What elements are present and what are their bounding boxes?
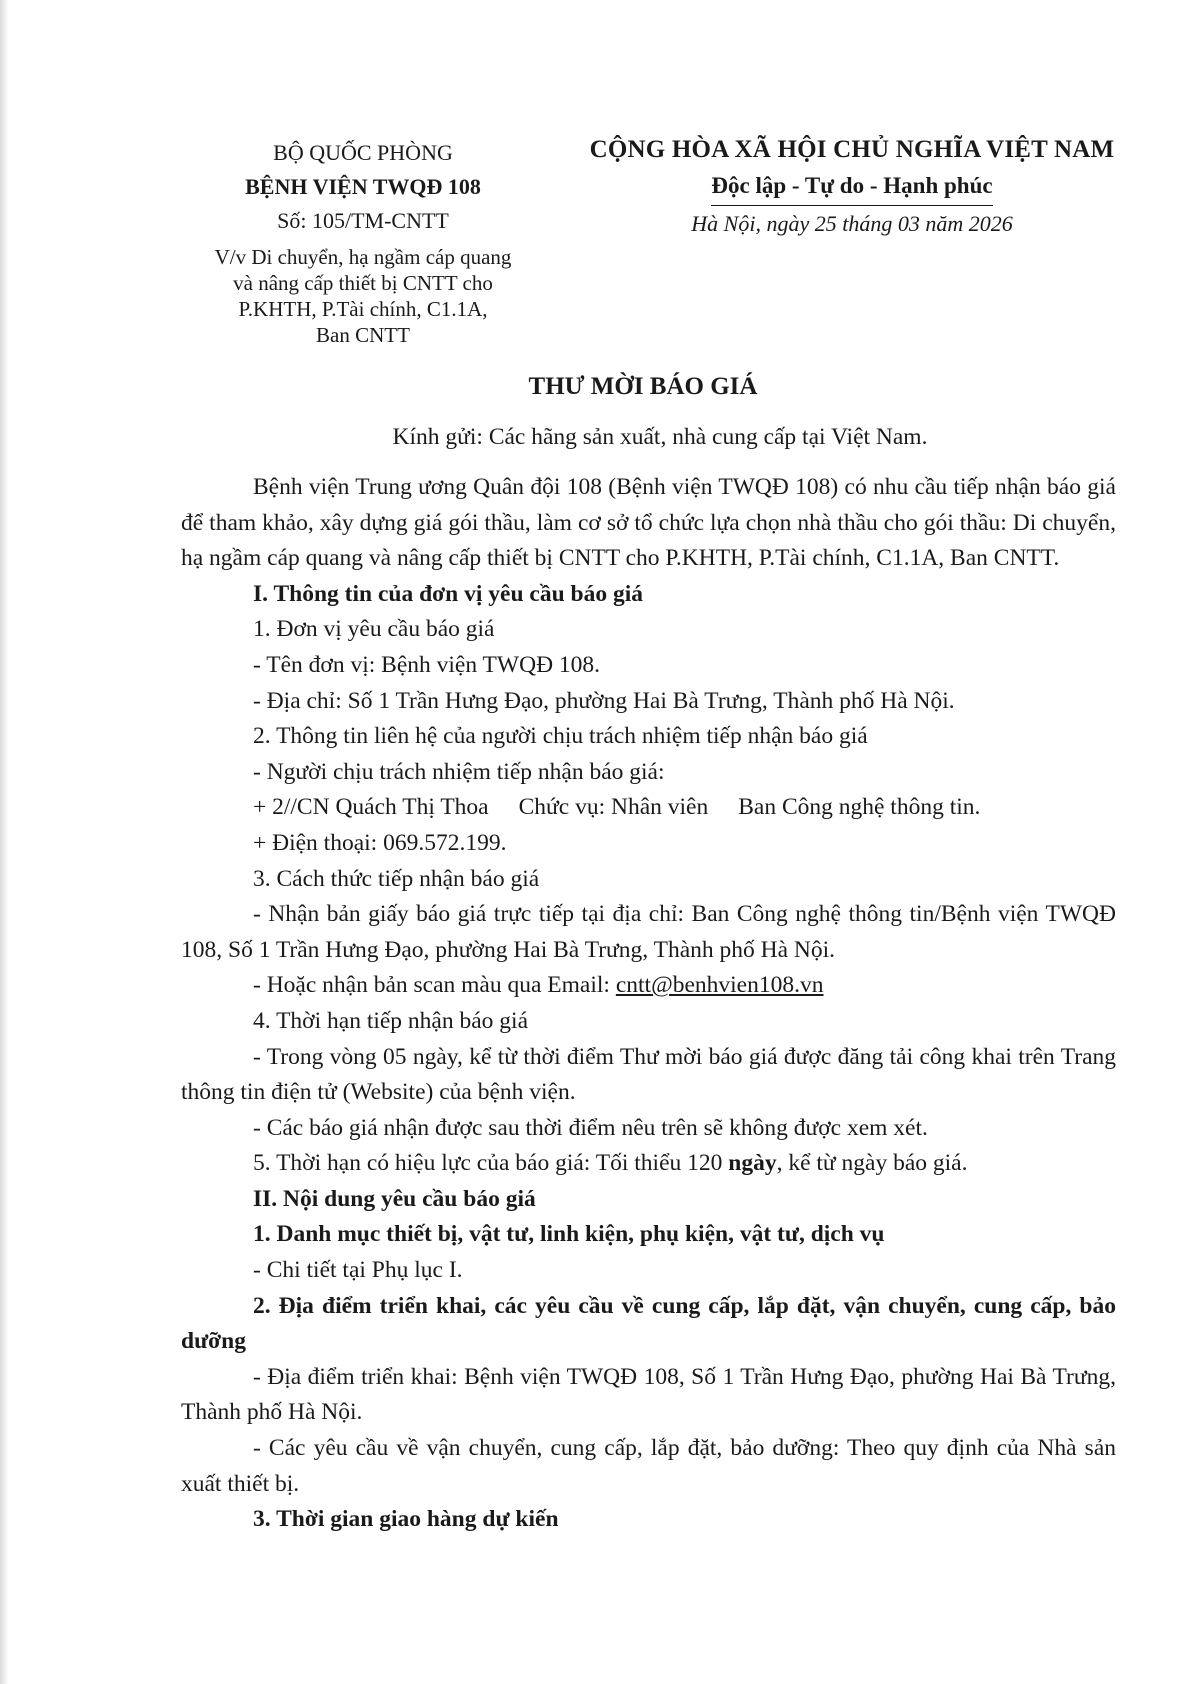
validity-suffix: , kể từ ngày báo giá. [776, 1150, 968, 1177]
section-2-item-1-detail: - Chi tiết tại Phụ lục I. [253, 1257, 463, 1284]
item-3-title: 3. Cách thức tiếp nhận báo giá [253, 865, 540, 892]
contact-unit: Ban Công nghệ thông tin. [738, 794, 981, 821]
unit-address: - Địa chỉ: Số 1 Trần Hưng Đạo, phường Hai Bà Trưng, Thành phố Hà Nội. [253, 687, 955, 714]
section-2-item-1-title: 1. Danh mục thiết bị, vật tư, linh kiện, phụ kiện, vật tư, dịch vụ [253, 1221, 885, 1248]
subject-line: V/v Di chuyển, hạ ngầm cáp quang [214, 245, 512, 269]
delivery-requirements: - Các yêu cầu về vận chuyển, cung cấp, lắp đặt, bảo dưỡng: Theo quy định của Nhà sản xuất thiết bị. [181, 1435, 1116, 1497]
responsible-person-label: - Người chịu trách nhiệm tiếp nhận báo giá: [253, 758, 665, 785]
section-2-item-2-title: 2. Địa điểm triển khai, các yêu cầu về cung cấp, lắp đặt, vận chuyển, cung cấp, bảo dưỡng [181, 1292, 1116, 1355]
deadline-text: - Trong vòng 05 ngày, kể từ thời điểm Thư mời báo giá được đăng tải công khai trên Trang thông tin điện tử (Website) của bệnh viện. [181, 1043, 1116, 1106]
document-number: Số: 105/TM-CNTT [277, 208, 449, 233]
contact-position: Chức vụ: Nhân viên [518, 794, 709, 821]
late-notice: - Các báo giá nhận được sau thời điểm nêu trên sẽ không được xem xét. [253, 1114, 928, 1141]
item-2-title: 2. Thông tin liên hệ của người chịu trách nhiệm tiếp nhận báo giá [253, 723, 868, 750]
item-4-title: 4. Thời hạn tiếp nhận báo giá [253, 1007, 529, 1034]
contact-name: + 2//CN Quách Thị Thoa [253, 794, 489, 821]
place-and-date: Hà Nội, ngày 25 tháng 03 năm 2026 [691, 211, 1013, 236]
receive-scan [181, 968, 1116, 1004]
document-title: THƯ MỜI BÁO GIÁ [528, 373, 758, 400]
validity-unit: ngày [728, 1150, 777, 1177]
subject-line: và nâng cấp thiết bị CNTT cho [233, 271, 493, 295]
issuer-block [190, 136, 536, 348]
national-motto: Độc lập - Tự do - Hạnh phúc [711, 168, 992, 206]
hospital-name: BỆNH VIỆN TWQĐ 108 [245, 174, 481, 199]
receive-paper: - Nhận bản giấy báo giá trực tiếp tại địa chỉ: Ban Công nghệ thông tin/Bệnh viện TWQĐ 108, Số 1 Trần Hưng Đạo, phường Hai Bà Trưng, Thành phố Hà Nội. [181, 901, 1116, 963]
receive-scan-text: - Hoặc nhận bản scan màu qua Email: [253, 972, 610, 999]
recipient-line: Kính gửi: Các hãng sản xuất, nhà cung cấp tại Việt Nam. [392, 424, 928, 450]
section-2-heading: II. Nội dung yêu cầu báo giá [253, 1185, 536, 1212]
subject-line: Ban CNTT [316, 323, 410, 347]
unit-name: - Tên đơn vị: Bệnh viện TWQĐ 108. [253, 651, 601, 678]
contact-line [181, 790, 1116, 826]
national-title: CỘNG HÒA XÃ HỘI CHỦ NGHĨA VIỆT NAM [589, 136, 1115, 163]
subject-line: P.KHTH, P.Tài chính, C1.1A, [238, 297, 488, 321]
section-1-heading: I. Thông tin của đơn vị yêu cầu báo giá [253, 580, 643, 607]
item-1-title: 1. Đơn vị yêu cầu báo giá [253, 616, 495, 643]
scan-edge [0, 0, 9, 1684]
ministry-name: BỘ QUỐC PHÒNG [273, 140, 453, 165]
deployment-location: - Địa điểm triển khai: Bệnh viện TWQĐ 108, Số 1 Trần Hưng Đạo, phường Hai Bà Trưng, Thành phố Hà Nội. [181, 1363, 1116, 1426]
validity-line [181, 1146, 1116, 1182]
validity-text: 5. Thời hạn có hiệu lực của báo giá: Tối thiểu 120 [253, 1150, 723, 1177]
intro-paragraph: Bệnh viện Trung ương Quân đội 108 (Bệnh viện TWQĐ 108) có nhu cầu tiếp nhận báo giá để tham khảo, xây dựng giá gói thầu, làm cơ sở tổ chức lựa chọn nhà thầu cho gói thầu: Di chuyển, hạ ngầm cáp quang và nâng cấp thiết bị CNTT cho P.KHTH, P.Tài chính, C1.1A, Ban CNTT. [181, 474, 1116, 572]
letter-body [181, 470, 1116, 1538]
contact-phone: + Điện thoại: 069.572.199. [253, 829, 507, 856]
document-subject [190, 244, 536, 348]
national-header [552, 132, 1152, 242]
email-link[interactable]: cntt@benhvien108.vn [615, 972, 824, 999]
section-2-item-3-title: 3. Thời gian giao hàng dự kiến [253, 1506, 559, 1533]
